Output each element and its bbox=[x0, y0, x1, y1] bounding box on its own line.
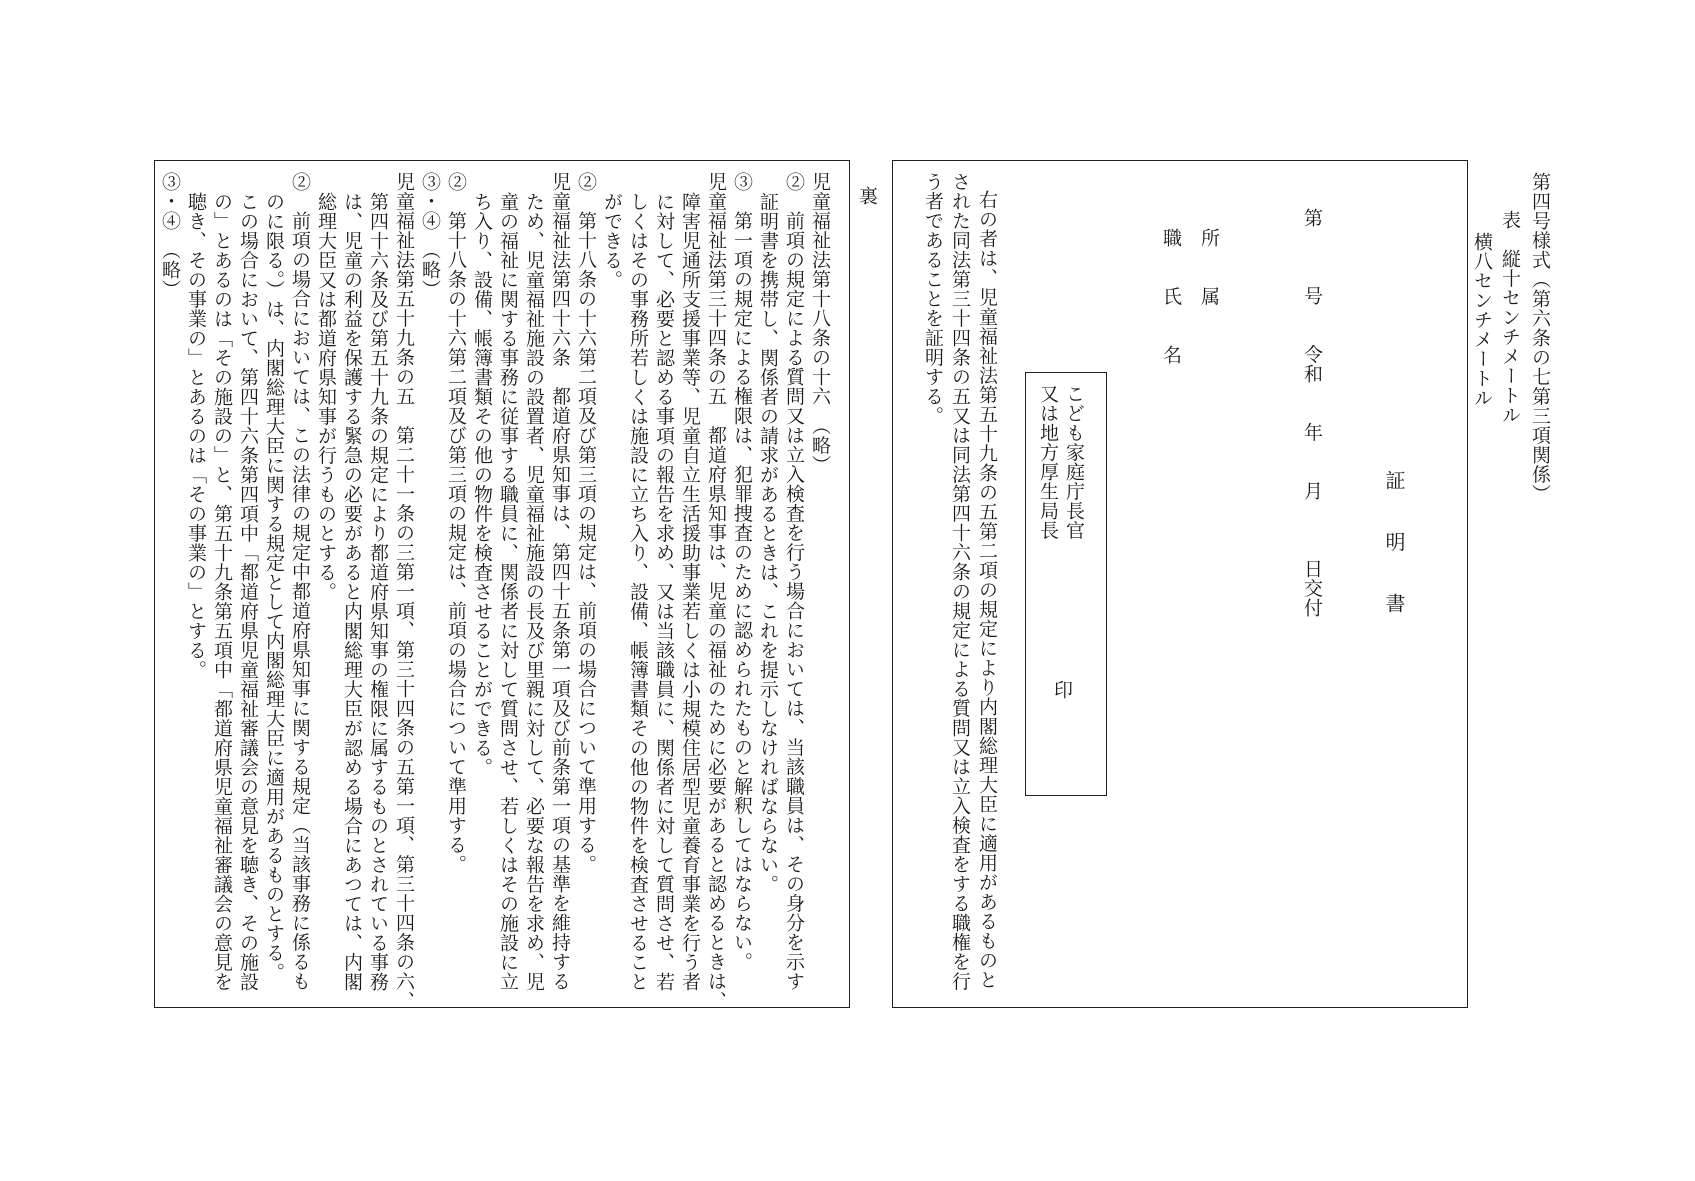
back-text-line: この場合において、第四十六条第四項中「都道府県児童福祉審議会の意見を聴き、その施設 bbox=[237, 192, 259, 992]
issuer-line-1: こども家庭庁長官 bbox=[1063, 384, 1085, 540]
back-text-line: 児童福祉法第三十四条の五 都道府県知事は、児童の福祉のために必要があると認めるときは、 bbox=[705, 172, 727, 1011]
certificate-heading: 証 明 書 bbox=[1382, 470, 1406, 614]
affiliation-label: 所 属 bbox=[1198, 228, 1220, 306]
back-text-line: ② 第十八条の十六第二項及び第三項の規定は、前項の場合について準用する。 bbox=[445, 172, 467, 874]
back-label: 裏 bbox=[856, 186, 878, 206]
certification-text-line-2: された同法第三十四条の五又は同法第四十六条の規定による質問又は立入検査をする職権を行 bbox=[949, 172, 971, 991]
back-text-line: 児童福祉法第十八条の十六 （略） bbox=[809, 172, 831, 475]
issue-number-line: 第 号 令和 年 月 日交付 bbox=[1301, 208, 1323, 618]
seal-mark: 印 bbox=[1051, 680, 1073, 700]
back-text-line: 証明書を携帯し、関係者の請求があるときは、これを提示しなければならない。 bbox=[757, 192, 779, 894]
back-text-line: ③・④ （略） bbox=[419, 172, 441, 299]
back-text-line: ち入り、設備、帳簿書類その他の物件を検査させることができる。 bbox=[471, 192, 493, 777]
back-text-line: ができる。 bbox=[601, 192, 623, 290]
certification-text-line-1: 右の者は、児童福祉法第五十九条の五第二項の規定により内閣総理大臣に適用があるものと bbox=[976, 190, 998, 990]
back-text-line: 総理大臣又は都道府県知事が行うものとする。 bbox=[315, 192, 337, 602]
back-text-line: 第四十六条及び第五十九条の規定により都道府県知事の権限に属するものとされている事務 bbox=[367, 192, 389, 992]
back-text-line: のに限る。）は、内閣総理大臣に関する規定として内閣総理大臣に適用があるものとする。 bbox=[263, 192, 285, 982]
back-text-line: 児童福祉法第五十九条の五 第二十一条の三第一項、第三十四条の五第一項、第三十四条の六、 bbox=[393, 172, 415, 1011]
form-size-height: 表 縦十センチメートル bbox=[1499, 210, 1521, 425]
back-text-line: しくはその事務所若しくは施設に立ち入り、設備、帳簿書類その他の物件を検査させること bbox=[627, 192, 649, 992]
back-text-line: ③ 第一項の規定による権限は、犯罪捜査のために認められたものと解釈してはならない。 bbox=[731, 172, 753, 972]
form-title: 第四号様式（第六条の七第三項関係） bbox=[1529, 172, 1551, 504]
back-text-line: 童の福祉に関する事務に従事する職員に、関係者に対して質問させ、若しくはその施設に立 bbox=[497, 192, 519, 992]
back-text-line: の」とあるのは「その施設の」と、第五十九条第五項中「都道府県児童福祉審議会の意見を bbox=[211, 192, 233, 992]
back-text-line: に対して、必要と認める事項の報告を求め、又は当該職員に、関係者に対して質問させ、若 bbox=[653, 192, 675, 992]
back-text-line: 障害児通所支援事業等、児童自立生活援助事業若しくは小規模住居型児童養育事業を行う者 bbox=[679, 192, 701, 992]
back-text-line: ② 前項の規定による質問又は立入検査を行う場合においては、当該職員は、その身分を示す bbox=[783, 172, 805, 991]
back-text-line: は、児童の利益を保護する緊急の必要があると内閣総理大臣が認める場合にあつては、内閣 bbox=[341, 192, 363, 992]
back-text-line: ② 前項の場合においては、この法律の規定中都道府県知事に関する規定（当該事務に係るも bbox=[289, 172, 311, 991]
back-text-line: ② 第十八条の十六第二項及び第三項の規定は、前項の場合について準用する。 bbox=[575, 172, 597, 874]
position-name-label: 職 氏 名 bbox=[1160, 228, 1182, 365]
certification-text-line-3: う者であることを証明する。 bbox=[922, 172, 944, 426]
back-text-line: ③・④ （略） bbox=[159, 172, 181, 299]
form-size-width: 横八センチメートル bbox=[1471, 232, 1493, 408]
back-text-line: 聴き、その事業の」とあるのは「その事業の」とする。 bbox=[185, 192, 207, 680]
issuer-line-2: 又は地方厚生局長 bbox=[1037, 384, 1059, 540]
back-text-line: ため、児童福祉施設の設置者、児童福祉施設の長及び里親に対して、必要な報告を求め、児 bbox=[523, 192, 545, 992]
back-text-line: 児童福祉法第四十六条 都道府県知事は、第四十五条第一項及び前条第一項の基準を維持する bbox=[549, 172, 571, 991]
